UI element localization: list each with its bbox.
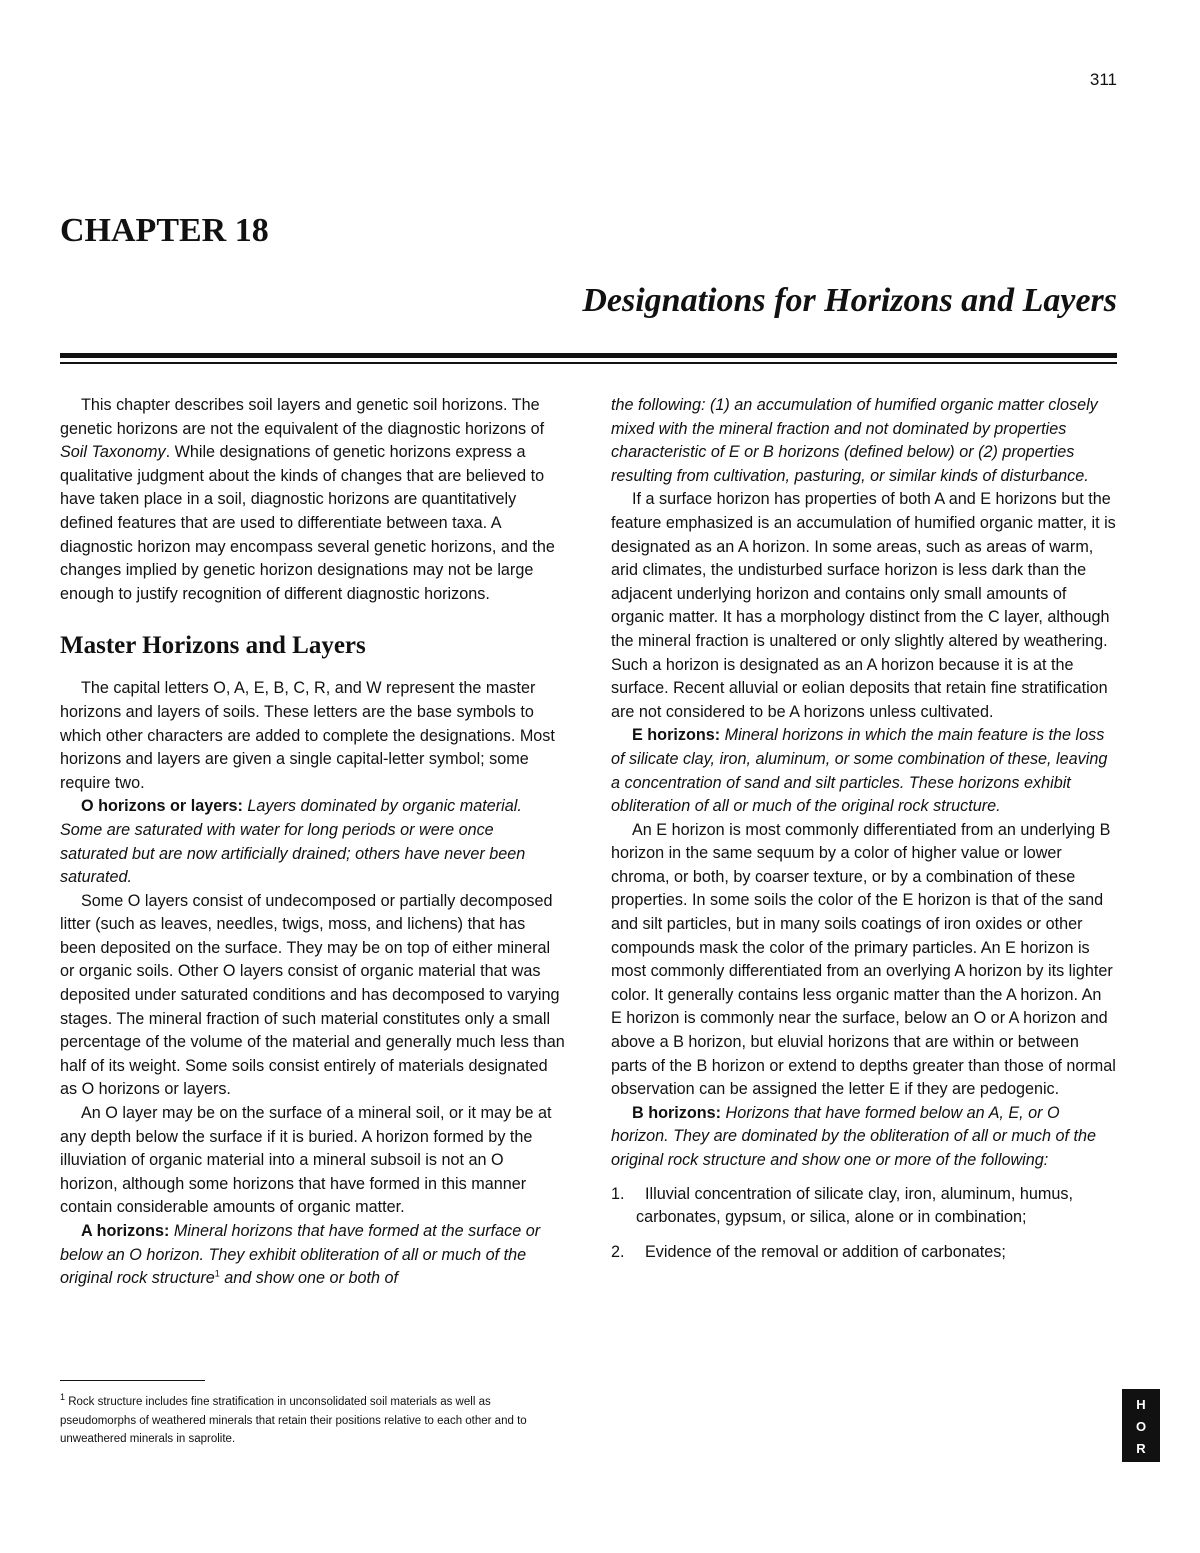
- a-horizon-paragraph: If a surface horizon has properties of both A and E horizons but the feature emphasized is an accumulation of humified organic matter, it is designated as an A horizon. In some areas, such as areas of warm, arid climates, the undisturbed surface horizon is less dark than the adjacent underlying horizon and contains only small amounts of organic matter. It has a morphology distinct from the C layer, although the mineral fraction is unaltered or only slightly altered by weathering. Such a horizon is designated as an A horizon because it is at the surface. Recent alluvial or eolian deposits that retain fine stratification are not considered to be A horizons unless cultivated.: [611, 490, 1116, 721]
- tab-letter: H: [1136, 1397, 1146, 1412]
- title-rule-thin: [60, 362, 1117, 364]
- e-horizon-label: E horizons:: [632, 726, 721, 745]
- o-horizon-paragraph-1: Some O layers consist of undecomposed or partially decomposed litter (such as leaves, needles, twigs, moss, and lichens) that has been deposited on the surface. They may be on top of either mineral or organic soils. Other O layers consist of organic material that was deposited under saturated conditions and has decomposed to varying stages. The mineral fraction of such material constitutes only a small percentage of the volume of the material and generally much less than half of its weight. Some soils consist entirely of materials designated as O horizons or layers.: [60, 891, 565, 1099]
- footnote-mark: 1: [60, 1392, 66, 1403]
- intro-paragraph: This chapter describes soil layers and genetic soil horizons. The genetic horizons are not the equivalent of the diagnostic horizons of Soil Taxonomy. While designations of genetic horizons express a qualitative judgment about the kinds of changes that are believed to have taken place in a soil, diagnostic horizons are quantitatively defined features that are used to differentiate between taxa. A diagnostic horizon may encompass several genetic horizons, and the changes implied by genetic horizon designations may not be large enough to justify recognition of different diagnostic horizons.: [60, 396, 555, 603]
- list-item: 2. Evidence of the removal or addition of carbonates;: [611, 1242, 1006, 1261]
- o-horizon-definition: O horizons or layers: Layers dominated by organic material. Some are saturated with water for long periods or were once saturated but are now artificially drained; others have never been saturated.: [60, 797, 526, 887]
- b-horizon-definition: B horizons: Horizons that have formed below an A, E, or O horizon. They are dominated by the obliteration of all or much of the original rock structure and show one or more of the following:: [611, 1103, 1097, 1169]
- o-horizon-paragraph-2: An O layer may be on the surface of a mineral soil, or it may be at any depth below the surface if it is buried. A horizon formed by the illuviation of organic material into a mineral subsoil is not an O horizon, although some horizons that have formed in this manner contain considerable amounts of organic matter.: [60, 1104, 552, 1217]
- tab-letter: R: [1136, 1441, 1146, 1456]
- section-heading: Master Horizons and Layers: [60, 632, 366, 660]
- a-horizon-definition: A horizons: Mineral horizons that have formed at the surface or below an O horizon. They exhibit obliteration of all or much of the original rock structure$^1$ and show one or both of: [60, 1222, 541, 1288]
- a-horizon-label: A horizons:: [81, 1222, 170, 1240]
- footnote-reference[interactable]: 1: [214, 1268, 220, 1279]
- tab-letter: O: [1135, 1419, 1147, 1434]
- left-column: [60, 394, 565, 1291]
- section-thumb-tab[interactable]: [1122, 1389, 1160, 1462]
- a-horizon-definition-continued: the following: (1) an accumulation of humified organic matter closely mixed with the mineral fraction and not dominated by properties characteristic of E or B horizons (defined below) or (2) properties resulting from cultivation, pasturing, or similar kinds of disturbance.: [611, 396, 1098, 485]
- title-rule-thick: [60, 353, 1117, 358]
- chapter-label: CHAPTER 18: [60, 212, 269, 249]
- o-horizon-label: O horizons or layers:: [81, 797, 243, 816]
- e-horizon-paragraph: An E horizon is most commonly differentiated from an underlying B horizon in the same sequum by a color of higher value or lower chroma, or both, by coarser texture, or by a combination of these properties. In some soils the color of the E horizon is that of the sand and silt particles, but in many soils coatings of iron oxides or other compounds mask the color of the primary particles. An E horizon is most commonly differentiated from an overlying A horizon by its lighter color. It generally contains less organic matter than the A horizon. An E horizon is commonly near the surface, below an O or A horizon and above a B horizon, but eluvial horizons that are within or between parts of the B horizon or extend to depths greater than those of normal observation can be assigned the letter E if they are pedogenic.: [611, 820, 1116, 1099]
- page-number: 311: [1089, 70, 1117, 89]
- right-column: [611, 394, 1116, 1275]
- footnote-rule: [60, 1380, 205, 1381]
- chapter-title: Designations for Horizons and Layers: [582, 282, 1117, 319]
- list-item: 1. Illuvial concentration of silicate clay, iron, aluminum, humus, carbonates, gypsum, or silica, alone or in combination;: [611, 1184, 1073, 1227]
- footnote: [60, 1393, 565, 1449]
- b-horizon-criteria-list: [611, 1183, 1116, 1265]
- e-horizon-definition: E horizons: Mineral horizons in which the main feature is the loss of silicate clay, iron, aluminum, or some combination of these, leaving a concentration of sand and silt particles. These horizons exhibit obliteration of all or much of the original rock structure.: [611, 726, 1108, 816]
- b-horizon-label: B horizons:: [632, 1103, 722, 1122]
- footnote-text: Rock structure includes fine stratification in unconsolidated soil materials as well as pseudomorphs of weathered minerals that retain their positions relative to each other and to unweathered minerals in saprolite.: [60, 1396, 527, 1445]
- master-horizons-paragraph: The capital letters O, A, E, B, C, R, and W represent the master horizons and layers of soils. These letters are the base symbols to which other characters are added to complete the designations. Most horizons and layers are given a single capital-letter symbol; some require two.: [60, 679, 555, 792]
- soil-taxonomy-term: Soil Taxonomy: [60, 443, 166, 462]
